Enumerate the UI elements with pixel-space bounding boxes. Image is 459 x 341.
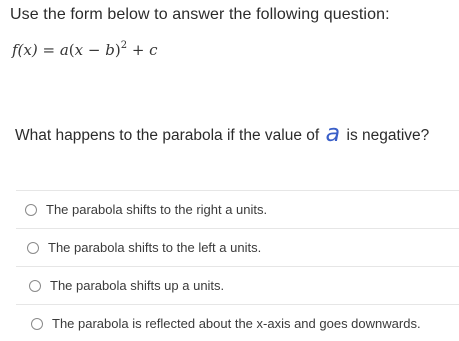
answer-options: [0, 190, 459, 341]
answer-option-3[interactable]: [0, 267, 459, 304]
question-prompt: [15, 119, 430, 147]
answer-option-label: The parabola is reflected about the x-axis and goes downwards.: [52, 316, 421, 331]
radio-button-icon[interactable]: [27, 242, 39, 254]
answer-option-label: The parabola shifts to the right a units.: [46, 202, 268, 217]
formula-a: a: [59, 41, 69, 59]
formula-b: b: [105, 41, 115, 59]
formula-plus: +: [127, 41, 150, 59]
formula-open-paren: (: [68, 41, 75, 59]
answer-option-label: The parabola shifts to the left a units.: [48, 240, 262, 255]
radio-button-icon[interactable]: [31, 318, 43, 330]
formula-x: x: [74, 41, 84, 59]
formula-minus: −: [83, 41, 106, 59]
answer-option-1[interactable]: [0, 191, 459, 228]
formula-equals: =: [37, 41, 60, 59]
question-prompt-start: What happens to the parabola if the value of: [15, 127, 324, 144]
formula-c: c: [149, 41, 158, 59]
radio-button-icon[interactable]: [29, 280, 41, 292]
formula-fx: f(x): [12, 41, 38, 59]
radio-button-icon[interactable]: [25, 204, 37, 216]
answer-option-label: The parabola shifts up a units.: [50, 278, 225, 293]
formula-close-paren: ): [114, 41, 121, 59]
formula-exponent: 2: [120, 40, 128, 51]
question-variable-a: a: [325, 119, 341, 147]
answer-option-4[interactable]: [0, 305, 459, 341]
instruction-text: Use the form below to answer the following question:: [10, 6, 390, 23]
answer-option-2[interactable]: [0, 229, 459, 266]
question-prompt-end: is negative?: [342, 127, 430, 144]
formula: [12, 41, 158, 59]
